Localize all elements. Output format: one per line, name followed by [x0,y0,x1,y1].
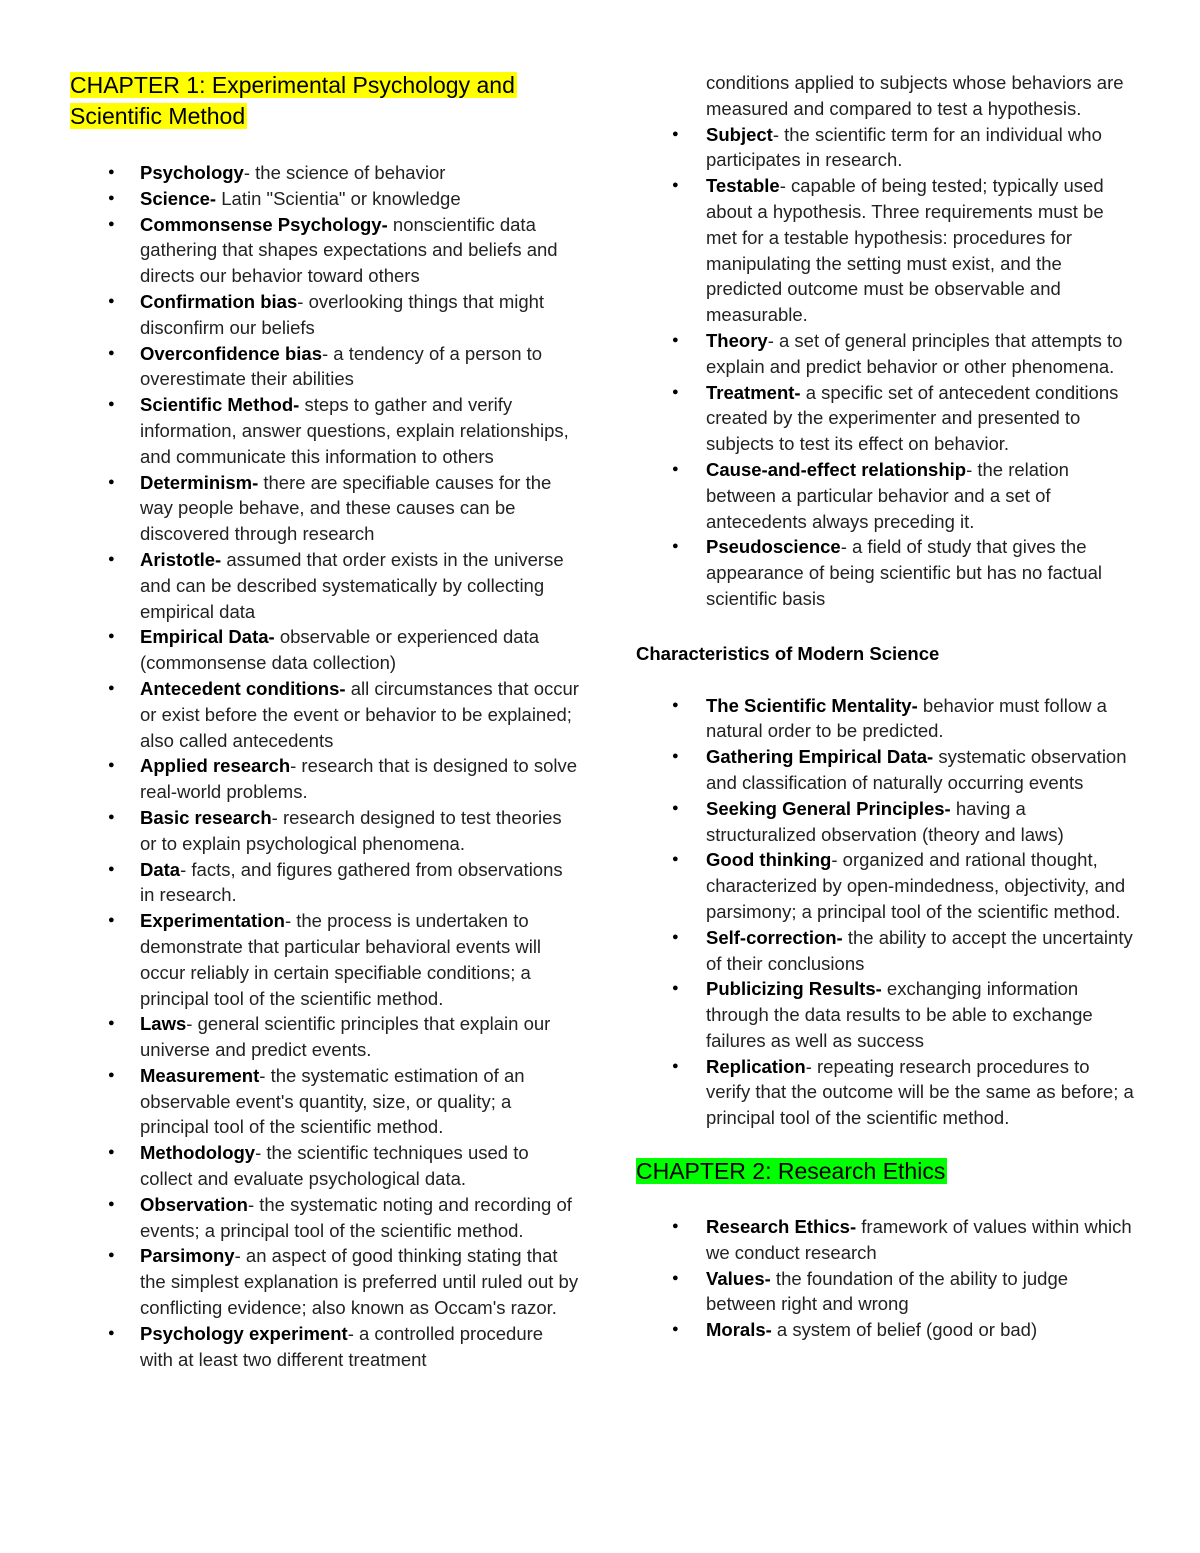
term-item [70,547,580,624]
chapter-1-title-line2: Scientific Method [70,103,246,129]
term-definition: - organized and rational thought, characterized by open-mindedness, objectivity, and parsimony; a principal tool of the scientific method. [706,849,1126,922]
term-item [636,796,1136,848]
term-name: Data [140,858,181,880]
term-name: Replication [706,1055,806,1077]
term-item [70,1321,580,1373]
term-item [70,624,580,676]
term-name: Observation [140,1193,248,1215]
term-item [70,1011,580,1063]
term-name: Theory [706,329,768,351]
term-name: Applied research [140,755,291,777]
term-item [636,173,1136,328]
term-name: Cause-and-effect relationship [706,458,967,480]
chapter-1-term-list-continued [636,70,1136,612]
term-definition: - the systematic noting and recording of events; a principal tool of the scientific method. [140,1193,572,1241]
term-item [636,534,1136,611]
term-definition: - a tendency of a person to overestimate their abilities [140,342,543,390]
term-item [70,392,580,469]
term-definition: Latin "Scientia" or knowledge [216,187,461,209]
left-column [70,0,580,1372]
term-item [636,925,1136,977]
term-name: Determinism- [140,471,259,493]
term-name: Confirmation bias [140,290,298,312]
term-definition: assumed that order exists in the universe and can be described systematically by collecting empirical data [140,548,564,622]
term-name: Laws [140,1013,187,1035]
term-definition: behavior must follow a natural order to be predicted. [706,694,1107,742]
term-definition: - the scientific term for an individual who participates in research. [706,123,1102,171]
term-definition: a specific set of antecedent conditions created by the experimenter and presented to subjects to test its effect on behavior. [706,381,1119,455]
right-column [636,0,1136,1343]
term-item [70,1140,580,1192]
term-item [70,676,580,753]
term-name: Treatment- [706,381,801,403]
term-definition: a system of belief (good or bad) [771,1319,1038,1341]
term-definition: the ability to accept the uncertainty of their conclusions [706,926,1133,974]
term-name: Seeking General Principles- [706,797,951,819]
term-definition: - the scientific techniques used to collect and evaluate psychological data. [140,1142,529,1190]
term-name: The Scientific Mentality- [706,694,918,716]
term-item [70,186,580,212]
term-definition: - a set of general principles that attempts to explain and predict behavior or other phenomena. [706,329,1123,377]
term-name: Overconfidence bias [140,342,322,364]
term-definition: having a structuralized observation (theory and laws) [706,797,1064,845]
term-item [636,122,1136,174]
term-name: Experimentation [140,910,285,932]
term-item [70,805,580,857]
term-definition: - general scientific principles that explain our universe and predict events. [140,1013,551,1061]
term-item [636,380,1136,457]
term-item [70,341,580,393]
term-item [636,328,1136,380]
term-definition: - a field of study that gives the appearance of being scientific but has no factual scientific basis [706,536,1102,609]
term-item [70,753,580,805]
term-definition: - repeating research procedures to verify that the outcome will be the same as before; a principal tool of the scientific method. [706,1055,1134,1129]
term-name: Self-correction- [706,926,843,948]
term-item [636,744,1136,796]
chapter-1-title [70,70,580,132]
term-item [636,1054,1136,1131]
modern-science-heading: Characteristics of Modern Science [636,642,940,664]
term-item [70,212,580,289]
term-definition: nonscientific data gathering that shapes expectations and beliefs and directs our behavior toward others [140,213,558,287]
term-name: Good thinking [706,849,832,871]
chapter-2-term-list [636,1214,1136,1343]
term-item [70,857,580,909]
term-name: Psychology [140,162,244,183]
term-definition: - a controlled procedure with at least two different treatment [140,1322,544,1370]
term-name: Measurement [140,1064,260,1086]
term-definition: - the science of behavior [243,162,446,183]
term-name: Gathering Empirical Data- [706,746,934,768]
term-definition: framework of values within which we conduct research [706,1216,1132,1263]
term-item [636,1317,1136,1343]
chapter-1-term-list [70,160,580,1372]
continued-definition: conditions applied to subjects whose behaviors are measured and compared to test a hypothesis. [706,72,1124,119]
term-definition: exchanging information through the data results to be able to exchange failures as well as success [706,978,1093,1051]
chapter-1-title-line1: CHAPTER 1: Experimental Psychology and [70,72,515,98]
term-name: Basic research [140,806,272,828]
term-definition: all circumstances that occur or exist before the event or behavior to be explained; also called antecedents [140,677,579,751]
term-name: Science- [140,187,217,209]
term-definition: observable or experienced data (commonsense data collection) [140,626,539,674]
term-item [636,693,1136,745]
term-definition: - an aspect of good thinking stating that the simplest explanation is preferred until ruled out by conflicting evidence; also known as Occam's razor. [140,1245,579,1319]
term-name: Psychology experiment [140,1322,348,1344]
term-item [636,1214,1136,1266]
term-name: Methodology [140,1142,256,1164]
term-definition: - the systematic estimation of an observable event's quantity, size, or quality; a principal tool of the scientific method. [140,1064,525,1138]
term-item [636,847,1136,924]
term-name: Subject [706,123,773,145]
term-item [70,1243,580,1320]
term-definition: systematic observation and classification of naturally occurring events [706,746,1127,793]
term-item [70,470,580,547]
term-name: Antecedent conditions- [140,677,346,699]
term-definition: - research designed to test theories or to explain psychological phenomena. [140,806,562,854]
term-item [70,289,580,341]
term-name: Testable [706,175,780,197]
term-definition: - overlooking things that might disconfirm our beliefs [140,290,545,338]
term-name: Scientific Method- [140,394,300,416]
term-name: Aristotle- [140,548,222,570]
chapter-2-title [636,1156,1136,1187]
term-name: Pseudoscience [706,536,841,558]
term-item [70,160,580,186]
chapter-2-title-text: CHAPTER 2: Research Ethics [636,1158,946,1185]
term-item [70,908,580,1011]
term-name: Commonsense Psychology- [140,213,388,235]
modern-science-list [636,693,1136,1132]
term-definition: there are specifiable causes for the way people behave, and these causes can be discovered through research [140,471,552,545]
term-name: Empirical Data- [140,626,275,648]
term-name: Publicizing Results- [706,978,882,1000]
term-definition: - capable of being tested; typically used about a hypothesis. Three requirements must be met for a testable hypothesis: procedures for manipulating the setting must exist, and the predicted outcome must be observable and measurable. [706,175,1104,326]
term-name: Parsimony [140,1245,235,1267]
term-definition: - research that is designed to solve real-world problems. [140,755,578,803]
term-name: Research Ethics- [706,1216,857,1238]
term-item [636,457,1136,534]
term-name: Morals- [706,1319,772,1341]
term-definition: - the process is undertaken to demonstrate that particular behavioral events will occur reliably in certain specifiable conditions; a principal tool of the scientific method. [140,910,542,1009]
term-name: Values- [706,1267,771,1289]
term-item [70,1192,580,1244]
term-item [636,1266,1136,1318]
term-definition: - the relation between a particular behavior and a set of antecedents always preceding it. [706,458,1069,532]
term-item [70,1063,580,1140]
term-definition: the foundation of the ability to judge between right and wrong [706,1267,1069,1315]
term-definition: - facts, and figures gathered from observations in research. [140,858,563,906]
term-definition: steps to gather and verify information, answer questions, explain relationships, and communicate this information to others [140,394,569,467]
term-item [636,976,1136,1053]
